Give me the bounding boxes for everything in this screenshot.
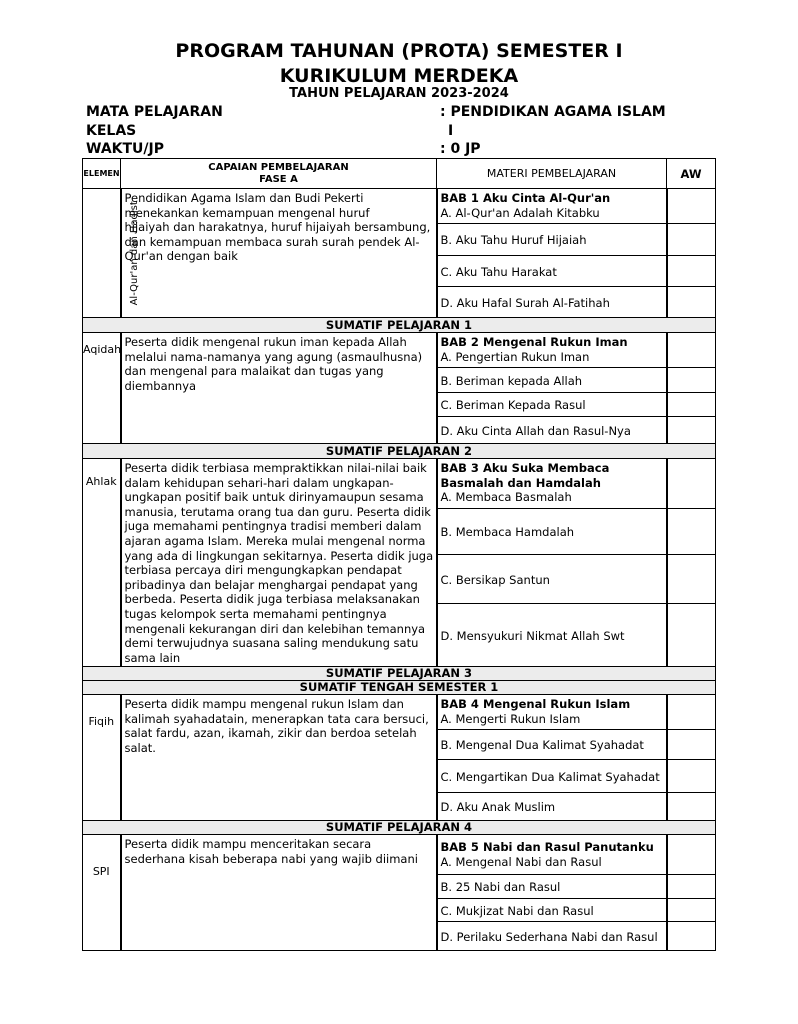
elemen-label: Fiqih (88, 715, 115, 728)
elemen-cell (83, 695, 121, 821)
aw-cell (667, 459, 716, 509)
materi-cell (437, 189, 667, 224)
aw-cell (667, 875, 716, 899)
header-materi: MATERI PEMBELAJARAN (437, 159, 667, 189)
bab-title: BAB 1 Aku Cinta Al-Qur'an (440, 191, 611, 205)
sumatif-label: SUMATIF PELAJARAN 1 (83, 318, 716, 333)
capaian-cell: Peserta didik terbiasa mempraktikkan nilai-nilai baik dalam kehidupan sehari-hari dalam ungkapan-ungkapan positif baik untuk dirinyamaupun sesama manusia, terutama orang tua dan guru. Peserta didik juga memahami pentingnya tradisi memberi dalam ajaran agama Islam. Mereka mulai mengenal norma yang ada di lingkungan sekitarnya. Peserta didik juga terbiasa percaya diri mengungkapkan pendapat pribadinya dan belajar menghargai pendapat yang berbeda. Peserta didik juga terbiasa melaksanakan tugas kelompok serta memahami pentingnya mengenali kekurangan diri dan kelebihan temannya demi terwujudnya suasana saling mendukung satu sama lain (121, 459, 437, 667)
materi-item: C. Aku Tahu Harakat (437, 256, 667, 287)
elemen-cell (83, 333, 121, 444)
materi-item: B. Mengenal Dua Kalimat Syahadat (437, 730, 667, 760)
materi-cell (437, 835, 667, 875)
aw-cell (667, 899, 716, 922)
header-capaian-line1: CAPAIAN PEMBELAJARAN (208, 161, 349, 173)
sumatif-label: SUMATIF PELAJARAN 3 (83, 667, 716, 681)
sumatif-label: SUMATIF TENGAH SEMESTER 1 (83, 681, 716, 695)
elemen-cell (83, 459, 121, 667)
materi-item: D. Perilaku Sederhana Nabi dan Rasul (437, 922, 667, 951)
aw-cell (667, 287, 716, 318)
aw-cell (667, 695, 716, 730)
materi-item: D. Aku Anak Muslim (437, 793, 667, 821)
table-header-row (83, 159, 716, 189)
sumatif-label: SUMATIF PELAJARAN 4 (83, 821, 716, 835)
elemen-label: Aqidah (83, 343, 122, 356)
table-row (83, 459, 716, 509)
aw-cell (667, 224, 716, 256)
mapel-value: : PENDIDIKAN AGAMA ISLAM (440, 104, 666, 120)
aw-cell (667, 393, 716, 417)
materi-item: C. Bersikap Santun (437, 555, 667, 604)
kelas-label: KELAS (86, 123, 137, 139)
materi-item: C. Mukjizat Nabi dan Rasul (437, 899, 667, 922)
sumatif-row (83, 444, 716, 459)
materi-cell (437, 695, 667, 730)
materi-item: D. Mensyukuri Nikmat Allah Swt (437, 604, 667, 667)
aw-cell (667, 417, 716, 444)
aw-cell (667, 793, 716, 821)
sumatif-row (83, 318, 716, 333)
waktu-label: WAKTU/JP (86, 141, 164, 157)
mapel-label: MATA PELAJARAN (86, 104, 223, 120)
table-row (83, 333, 716, 368)
capaian-cell: Peserta didik mengenal rukun iman kepada Allah melalui nama-namanya yang agung (asmaulhusna) dan mengenal para malaikat dan tugas yang diembannya (121, 333, 437, 444)
elemen-label: SPI (92, 865, 110, 878)
bab-title: BAB 4 Mengenal Rukun Islam (440, 697, 631, 711)
header-aw: AW (667, 159, 716, 189)
bab-title: BAB 2 Mengenal Rukun Iman (440, 335, 628, 349)
elemen-cell (83, 835, 121, 951)
materi-item: A. Al-Qur'an Adalah Kitabku (440, 205, 600, 220)
aw-cell (667, 555, 716, 604)
capaian-cell: Pendidikan Agama Islam dan Budi Pekerti menekankan kemampuan mengenal huruf hijaiyah dan harakatnya, huruf hijaiyah bersambung, dan kemampuan membaca surah surah pendek Al-Qur'an dengan baik (121, 189, 437, 318)
bab-title: BAB 3 Aku Suka Membaca Basmalah dan Hamdalah (440, 461, 610, 490)
aw-cell (667, 509, 716, 555)
sumatif-label: SUMATIF PELAJARAN 2 (83, 444, 716, 459)
table-row (83, 189, 716, 224)
aw-cell (667, 189, 716, 224)
materi-item: A. Membaca Basmalah (440, 490, 572, 505)
academic-year: TAHUN PELAJARAN 2023-2024 (289, 86, 509, 101)
aw-cell (667, 333, 716, 368)
materi-item: A. Mengerti Rukun Islam (440, 711, 581, 726)
sumatif-row (83, 667, 716, 681)
document-title: PROGRAM TAHUNAN (PROTA) SEMESTER I (175, 40, 623, 62)
waktu-value: : 0 JP (440, 141, 481, 157)
capaian-cell: Peserta didik mampu mengenal rukun Islam dan kalimah syahadatain, menerapkan tata cara bersuci, salat fardu, azan, ikamah, zikir dan berdoa setelah salat. (121, 695, 437, 821)
aw-cell (667, 368, 716, 393)
materi-cell (437, 333, 667, 368)
document-subtitle: KURIKULUM MERDEKA (279, 65, 519, 87)
table-row (83, 835, 716, 875)
header-elemen: ELEMEN (83, 159, 121, 189)
header-capaian-line2: FASE A (259, 173, 298, 185)
sumatif-row (83, 681, 716, 695)
bab-title: BAB 5 Nabi dan Rasul Panutanku (440, 840, 654, 854)
elemen-label: Ahlak (85, 475, 117, 488)
aw-cell (667, 256, 716, 287)
materi-cell (437, 459, 667, 509)
materi-item: A. Mengenal Nabi dan Rasul (440, 854, 602, 869)
aw-cell (667, 835, 716, 875)
aw-cell (667, 604, 716, 667)
materi-item: D. Aku Cinta Allah dan Rasul-Nya (437, 417, 667, 444)
materi-item: D. Aku Hafal Surah Al-Fatihah (437, 287, 667, 318)
elemen-cell (83, 189, 140, 318)
aw-cell (667, 922, 716, 951)
capaian-cell: Peserta didik mampu menceritakan secara sederhana kisah beberapa nabi yang wajib diimani (121, 835, 437, 951)
aw-cell (667, 760, 716, 793)
kelas-value: I (448, 123, 454, 139)
elemen-label: Al-Qur'an dan Hadist (128, 201, 140, 306)
table-row (83, 695, 716, 730)
materi-item: C. Mengartikan Dua Kalimat Syahadat (437, 760, 667, 793)
materi-item: B. Membaca Hamdalah (437, 509, 667, 555)
aw-cell (667, 730, 716, 760)
prota-table (82, 158, 716, 951)
materi-item: C. Beriman Kepada Rasul (437, 393, 667, 417)
sumatif-row (83, 821, 716, 835)
materi-item: B. 25 Nabi dan Rasul (437, 875, 667, 899)
materi-item: A. Pengertian Rukun Iman (440, 349, 590, 364)
materi-item: B. Aku Tahu Huruf Hijaiah (437, 224, 667, 256)
materi-item: B. Beriman kepada Allah (437, 368, 667, 393)
header-capaian (121, 159, 437, 189)
